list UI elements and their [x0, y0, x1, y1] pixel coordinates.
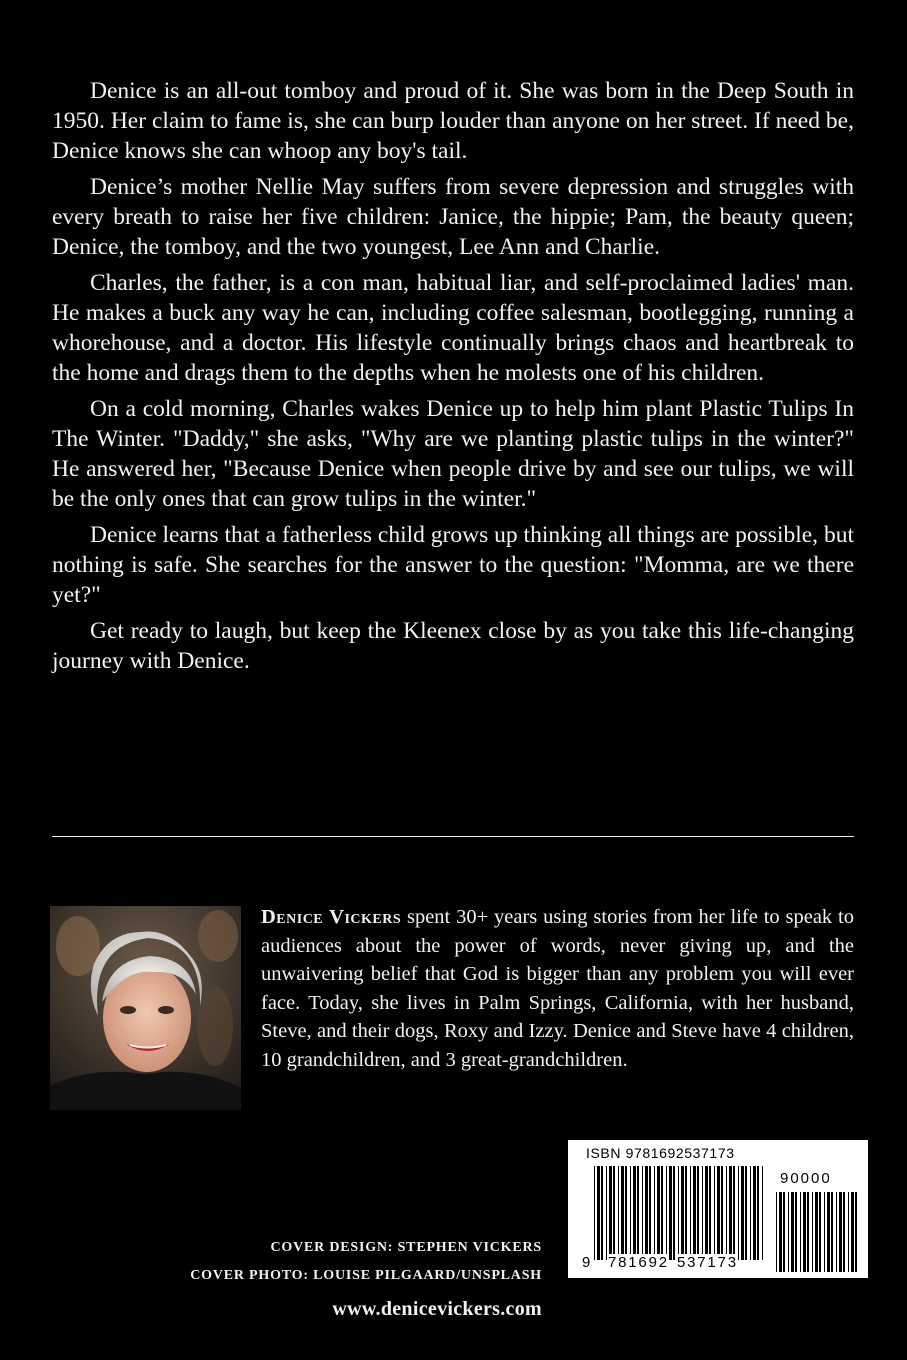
barcode-bar — [681, 1166, 684, 1260]
blurb-paragraph: Denice’s mother Nellie May suffers from severe depression and struggles with every breath to raise her five children: Janice, the hippie; Pam, the beauty queen; Denice, the tomboy, and the two youngest, Lee Ann and Charlie. — [52, 174, 854, 260]
barcode-left-digits: 781692 — [608, 1254, 669, 1271]
barcode-bar — [709, 1166, 711, 1260]
barcode-bar — [702, 1166, 703, 1260]
barcode-bar — [661, 1166, 663, 1260]
barcode-bar — [745, 1166, 747, 1260]
blurb-paragraph: Denice is an all-out tomboy and proud of it. She was born in the Deep South in 1950. Her claim to fame is, she can burp louder than anyone on her street. If need be, Denice knows she can whoop any boy's tail. — [52, 78, 854, 164]
barcode-bar — [779, 1192, 782, 1272]
barcode-bar — [762, 1166, 763, 1260]
barcode-bar — [827, 1192, 830, 1272]
barcode-right-digits: 537173 — [677, 1254, 738, 1271]
barcode-bar — [649, 1166, 651, 1260]
barcode-bar — [666, 1166, 667, 1260]
cover-photo-credit — [190, 1262, 542, 1290]
barcode-bar — [721, 1166, 723, 1260]
barcode-bar — [645, 1166, 648, 1260]
blurb-paragraph: Charles, the father, is a con man, habitual liar, and self-proclaimed ladies' man. He makes a buck any way he can, including coffee salesman, bootlegging, running a whorehouse, and a doctor. His lifestyle continually brings chaos and heartbreak to the home and drags them to the depths when he molests one of his children. — [52, 270, 854, 386]
barcode-bar — [753, 1166, 756, 1260]
barcode-bar — [601, 1166, 603, 1260]
barcode-bar — [843, 1192, 845, 1272]
section-divider — [52, 836, 854, 837]
barcode-bar — [693, 1166, 696, 1260]
barcode-bar — [597, 1166, 600, 1260]
barcode-bar — [630, 1166, 631, 1260]
barcode-bar — [633, 1166, 636, 1260]
author-name: Denice Vickers — [261, 906, 402, 928]
cover-design-value: STEPHEN VICKERS — [397, 1240, 542, 1255]
barcode-bar — [654, 1166, 655, 1260]
price-addon-label: 90000 — [780, 1170, 832, 1187]
author-bio — [261, 903, 854, 1074]
author-bio-text: spent 30+ years using stories from her life to speak to audiences about the power of words, never giving up, and the unwaivering belief that God is bigger than any problem you will ever face. Today, she lives in Palm Springs, California, with her husband, Steve, and their dogs, Roxy and Izzy. Denice and Steve have 4 children, 10 grandchildren, and 3 great-grandchildren. — [261, 906, 854, 1071]
barcode-bar — [733, 1166, 735, 1260]
barcode-bar — [717, 1166, 720, 1260]
barcode-bar — [738, 1166, 739, 1260]
cover-design-credit — [190, 1234, 542, 1262]
isbn-barcode — [568, 1140, 868, 1278]
barcode-bar — [815, 1192, 818, 1272]
barcode-bar — [803, 1192, 806, 1272]
barcode-bar — [594, 1166, 595, 1260]
barcode-bar — [776, 1192, 777, 1272]
barcode-bar — [729, 1166, 732, 1260]
author-portrait-image — [50, 906, 241, 1110]
barcode-bar — [642, 1166, 643, 1260]
barcode-bar — [836, 1192, 837, 1272]
barcode-bar — [800, 1192, 801, 1272]
barcode-lead-digit: 9 — [582, 1254, 593, 1271]
barcode-bar — [685, 1166, 687, 1260]
cover-photo-label: COVER PHOTO: — [190, 1268, 309, 1283]
blurb-paragraph: On a cold morning, Charles wakes Denice up to help him plant Plastic Tulips In The Winter. "Daddy," she asks, "Why are we planting plastic tulips in the winter?" He answered her, "Because Denice when people drive by and see our tulips, we will be the only ones that can grow tulips in the winter." — [52, 396, 854, 512]
barcode-bar — [618, 1166, 619, 1260]
barcode-bar — [673, 1166, 675, 1260]
barcode-bar — [824, 1192, 825, 1272]
barcode-bar — [690, 1166, 691, 1260]
barcode-bar — [697, 1166, 699, 1260]
barcode-bar — [705, 1166, 708, 1260]
barcode-bar — [855, 1192, 857, 1272]
cover-credits — [190, 1234, 542, 1290]
barcode-bar — [678, 1166, 679, 1260]
author-website: www.denicevickers.com — [332, 1298, 542, 1320]
barcode-bar — [613, 1166, 615, 1260]
barcode-bar — [637, 1166, 639, 1260]
cover-photo-value: LOUISE PILGAARD/UNSPLASH — [313, 1268, 542, 1283]
barcode-bar — [812, 1192, 813, 1272]
blurb-paragraph: Get ready to laugh, but keep the Kleenex close by as you take this life-changing journey with Denice. — [52, 618, 854, 674]
barcode-bar — [606, 1166, 607, 1260]
barcode-bar — [788, 1192, 789, 1272]
barcode-bar — [831, 1192, 833, 1272]
barcode-bar — [783, 1192, 785, 1272]
barcode-bar — [669, 1166, 672, 1260]
barcode-bar — [851, 1192, 854, 1272]
barcode-bar — [621, 1166, 624, 1260]
barcode-bar — [741, 1166, 744, 1260]
barcode-bar — [848, 1192, 849, 1272]
blurb-paragraph: Denice learns that a fatherless child grows up thinking all things are possible, but nothing is safe. She searches for the answer to the question: "Momma, are we there yet?" — [52, 522, 854, 608]
back-cover-blurb — [52, 76, 854, 682]
barcode-bar — [791, 1192, 794, 1272]
barcode-bar — [795, 1192, 797, 1272]
isbn-label: ISBN 9781692537173 — [586, 1145, 735, 1161]
cover-design-label: COVER DESIGN: — [270, 1240, 394, 1255]
barcode-bar — [714, 1166, 715, 1260]
barcode-bar — [839, 1192, 842, 1272]
barcode-bar — [657, 1166, 660, 1260]
barcode-bar — [807, 1192, 809, 1272]
barcode-bar — [819, 1192, 821, 1272]
author-photo — [50, 906, 241, 1110]
barcode-bar — [726, 1166, 727, 1260]
barcode-bar — [757, 1166, 759, 1260]
barcode-bar — [625, 1166, 627, 1260]
barcode-bar — [750, 1166, 751, 1260]
barcode-bar — [609, 1166, 612, 1260]
